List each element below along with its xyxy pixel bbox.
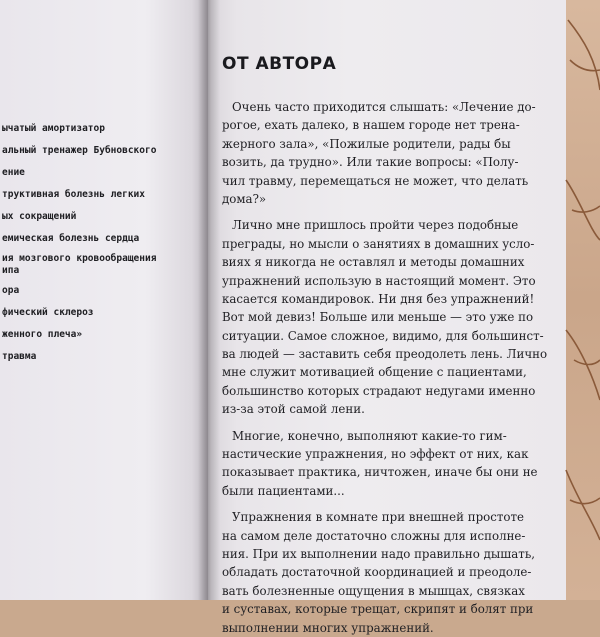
paragraph xyxy=(222,508,544,637)
toc-item: ора xyxy=(2,285,20,296)
toc-item: ых сокращений xyxy=(2,211,77,222)
left-page xyxy=(0,0,208,600)
text-line: упражнений использую в настоящий момент. Это xyxy=(222,273,536,288)
text-line: на самом деле достаточно сложны для исполне- xyxy=(222,528,526,543)
toc-item: женного плеча» xyxy=(2,329,83,340)
text-line: Лично мне пришлось пройти через подобные xyxy=(232,218,519,233)
toc-item: труктивная болезнь легких xyxy=(2,189,145,200)
text-line: Очень часто приходится слышать: «Лечение до- xyxy=(232,100,536,114)
text-line: большинство которых страдают недугами именно xyxy=(222,383,536,398)
text-line: мне служит мотивацией общение с пациентами, xyxy=(222,365,527,380)
table-of-contents xyxy=(0,118,208,368)
body-text xyxy=(222,98,548,637)
paragraph xyxy=(222,216,548,418)
text-line: показывает практика, ничтожен, иначе бы они не xyxy=(222,465,538,480)
toc-item: травма xyxy=(2,351,37,362)
paragraph xyxy=(222,427,544,501)
leaf-pattern-icon xyxy=(566,0,600,600)
text-line: возить, да трудно». Или такие вопросы: «Полу- xyxy=(222,155,519,170)
text-line: преграды, но мысли о занятиях в домашних усло- xyxy=(222,236,535,251)
toc-item: альный тренажер Бубновского xyxy=(2,145,157,156)
text-line: Упражнения в комнате при внешней простоте xyxy=(232,510,524,525)
text-line: дома?» xyxy=(222,191,267,206)
text-line: выполнении многих упражнений. xyxy=(222,620,434,635)
text-line: рогое, ехать далеко, в нашем городе нет трена- xyxy=(222,118,520,133)
toc-item: ычатый амортизатор xyxy=(2,123,105,134)
chapter-heading: ОТ АВТОРА xyxy=(222,54,337,74)
table-surface xyxy=(566,0,600,600)
toc-item: емическая болезнь сердца xyxy=(2,233,140,244)
text-line: и суставах, которые трещат, скрипят и болят при xyxy=(222,602,534,617)
text-line: Вот мой девиз! Больше или меньше — это уже по xyxy=(222,310,534,325)
text-line: ситуации. Самое сложное, видимо, для большинст- xyxy=(222,328,544,343)
text-line: вать болезненные ощущения в мышцах, связках xyxy=(222,583,525,598)
toc-item xyxy=(0,250,208,280)
text-line: были пациентами... xyxy=(222,483,345,498)
text-line: чил травму, перемещаться не может, что делать xyxy=(222,173,529,188)
text-line: Многие, конечно, выполняют какие-то гим- xyxy=(232,428,507,443)
toc-item: ение xyxy=(2,167,25,178)
text-line: обладать достаточной координацией и преодоле- xyxy=(222,565,532,580)
paragraph xyxy=(222,98,544,208)
toc-item-line: ипа xyxy=(2,265,20,276)
text-line: ва людей — заставить себя преодолеть лень. Лично xyxy=(222,347,548,362)
toc-item: фический склероз xyxy=(2,307,94,318)
text-line: ния. При их выполнении надо правильно дышать, xyxy=(222,546,536,561)
text-line: виях я никогда не оставлял и методы домашних xyxy=(222,255,525,270)
toc-item-line: ия мозгового кровообращения xyxy=(2,253,157,264)
text-line: из-за этой самой лени. xyxy=(222,402,365,417)
text-line: настические упражнения, но эффект от них, как xyxy=(222,447,529,462)
text-line: жерного зала», «Пожилые родители, рады бы xyxy=(222,136,511,151)
book-gutter-shadow xyxy=(198,0,220,600)
text-line: касается командировок. Ни дня без упражнений! xyxy=(222,291,535,306)
